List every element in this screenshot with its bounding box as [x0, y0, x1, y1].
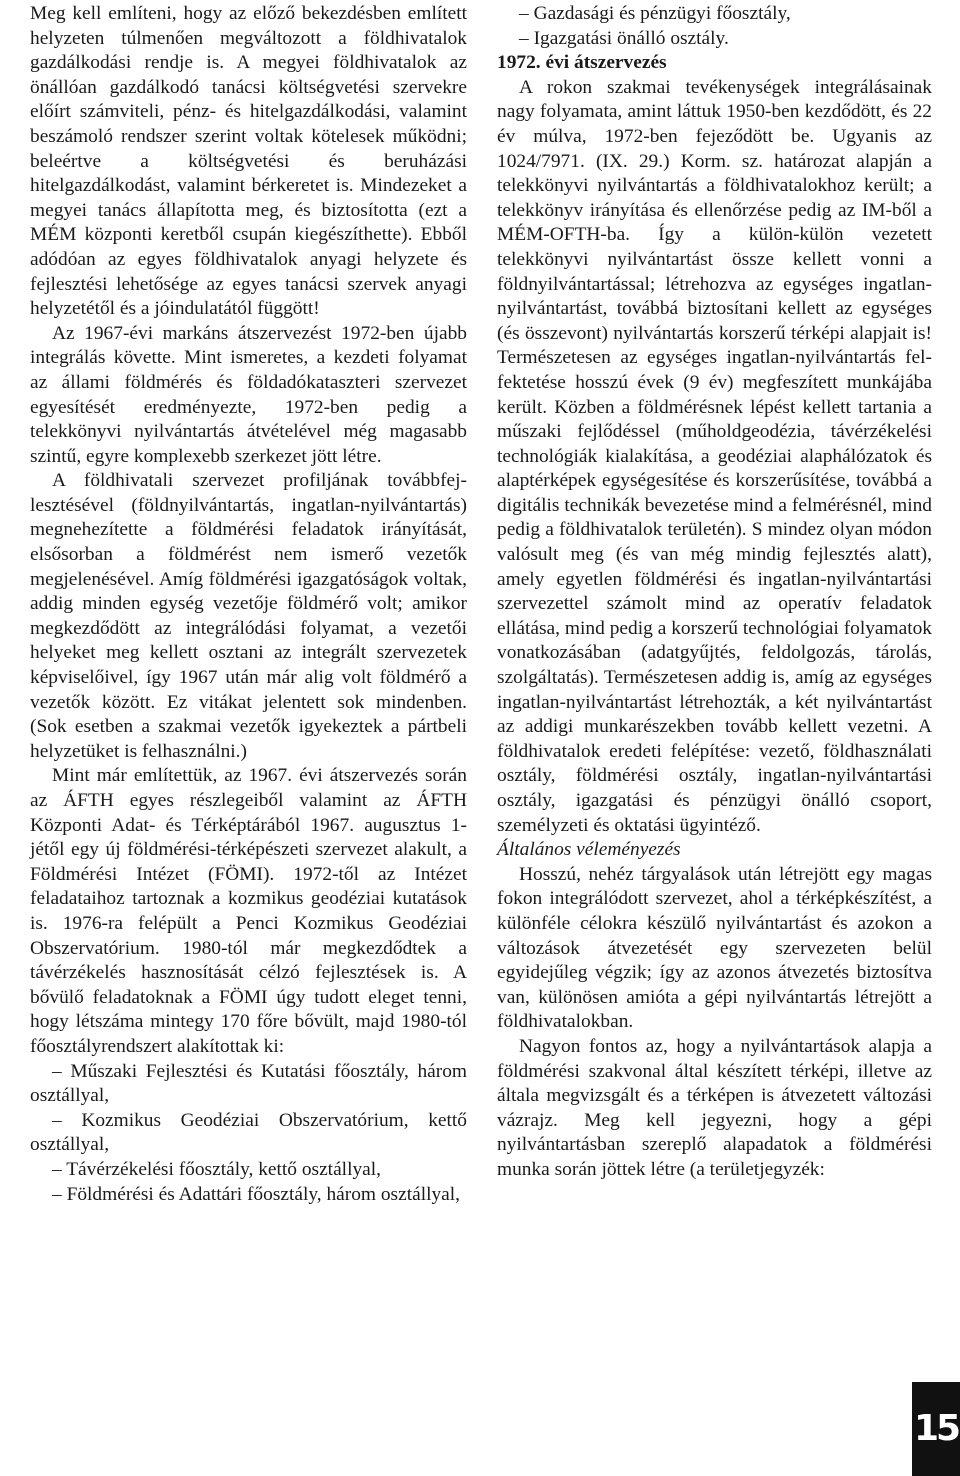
list-item [30, 1109, 467, 1158]
subheading: Általános véleményezés [497, 839, 681, 861]
section-heading-year: 1972. [497, 52, 541, 74]
list-item-text: Igazgatási önálló osztály. [533, 27, 729, 49]
list-item-text: Távérzékelési főosztály, kettő osztállyal, [66, 1158, 381, 1180]
list-item-text: Kozmikus Geodéziai Obszervatórium, kettő osztállyal, [30, 1109, 467, 1156]
list-dash: – [52, 1060, 62, 1082]
list-item [30, 1060, 467, 1109]
list-dash: – [52, 1109, 62, 1131]
section-heading [497, 51, 932, 76]
paragraph: Az 1967-évi markáns átszervezést 1972-ben újabb integrálás követte. Mint ismeretes, a kezdeti folyamat az állami földmérés és földadókataszteri szervezet egyesítését eredményezte, 1972-ben pedig a telekkönyvi nyilvántartás átvételével még magasabb szintű, egyre komplexebb szerkezet jött létre. [30, 322, 467, 467]
list-item [30, 1183, 467, 1208]
paragraph: A földhivatali szervezet profiljának továbbfejlesztésével (földnyilvántartás, ingatlan-nyilvántartás) megnehezítette a földmérési feladatok irányítását, elsősorban a földmérést nem ismerő vezetők megjelenésével. Amíg földmérési igazgatóságok voltak, addig minden egység vezetője földmérő volt; amikor megkezdődött az integrálódási folyamat, a vezetői helyeket meg kellett osztani az integrált szervezetek képviselőivel, így 1967 után már alig volt földmérő a vezetők között. Ez vitákat jelentett sok mindenben. (Sok esetben a szakmai vezetők igyekeztek a pártbeli helyzetüket is felhasználni.) [30, 470, 467, 762]
list-dash: – [52, 1158, 62, 1180]
list-item-text: Földmérési és Adattári főosztály, három osztállyal, [66, 1183, 461, 1205]
left-column [30, 2, 467, 1207]
list-dash: – [52, 1183, 62, 1205]
page-number-badge: 15 [912, 1382, 960, 1476]
list-item-text: Műszaki Fejlesztési és Kutatási főosztály, három osztállyal, [30, 1060, 467, 1107]
list-item [497, 2, 932, 27]
paragraph: Hosszú, nehéz tárgyalások után létrejött egy magas fokon integrálódott szervezet, ahol a térképkészítést, a különféle célokra készülő nyilvántartást és azokon a változások átvezetését egy szervezeten belül egyidejűleg végzik; így az azonos átvezetés biztosítva van, különösen amióta a gépi nyilvántartás létrejött a földhivatalokban. [497, 863, 932, 1033]
section-heading-text: évi átszervezés [540, 52, 667, 74]
list-item-text: Gazdasági és pénzügyi főosztály, [533, 3, 791, 24]
list-dash: – [519, 3, 529, 24]
paragraph: Mint már említettük, az 1967. évi átszervezés során az ÁFTH egyes részlegeiből valamint az ÁFTH Központi Adat- és Térképtárából 1967. augusztus 1-jétől egy új földmérési-térképészeti szervezet alakult, a Földmérési Intézet (FÖMI). 1972-től az Intézet feladataihoz tartoznak a kozmikus geodéziai kutatások is. 1976-ra felépült a Penci Kozmikus Geodéziai Obszervatórium. 1980-tól már megkezdődtek a távérzékelés hasznosítását célzó fejlesztések is. A bővülő feladatoknak a FÖMI úgy tudott eleget tenni, hogy létszáma mintegy 170 főre bővült, majd 1980-tól főosztályrendszert alakítottak ki: [30, 765, 467, 1057]
list-item [497, 27, 932, 52]
paragraph: A rokon szakmai tevékenységek integrálásainak nagy folyamata, amint láttuk 1950-ben kezdődött, és 22 év múlva, 1972-ben fejeződött be. Ugyanis az 1024/7971. (IX. 29.) Korm. sz. határozat alapján a telekkönyvi nyilvántartás a földhivatalokhoz került; a telekkönyv irányítása és ellenőrzése pedig az IM-ből a MÉM-OFTH-ba. Így a külön-külön vezetett telekkönyvi nyilvántartást össze kellett vonni a földnyilvántartással; létrehozva az egységes ingatlan-nyilvántartást, továbbá biztosítani kellett az egységes (és összevont) nyilvántartás korszerű térképi alapjait is! Természetesen az egységes ingatlan-nyilvántartás felfektetése hosszú évek (9 év) megfeszített munkájába került. Közben a földmérésnek lépést kellett tartania a műszaki fejlődéssel (műholdgeodézia, távérzékelési technológiák kialakítása, a geodéziai alaphálózatok és alaptérképek egységesítése és korszerűsítése, továbbá a digitális technikák bevezetése mind a felmérésnél, mind pedig a földhivatalok területén). S mindez olyan módon valósult meg (és van még mindig fejlesztés alatt), amely egyetlen földmérési és ingatlan-nyilvántartási szervezettel számolt mind az operatív feladatok ellátása, mind pedig a korszerű technológiai folyamatok vonatkozásában (adatgyűjtés, feldolgozás, tárolás, szolgáltatás). Természetesen addig is, amíg az egységes ingatlan-nyilvántartást létrehozták, a két nyilvántartást az addigi munkarészekben tovább kellett vezetni. A földhivatalok eredeti felépítése: vezető, földhasználati osztály, földmérési osztály, ingatlan-nyilvántartási osztály, igazgatási és pénzügyi önálló csoport, személyzeti és oktatási ügyintéző. [497, 76, 932, 836]
list-item [30, 1158, 467, 1183]
paragraph: Meg kell említeni, hogy az előző bekezdésben említett helyzeten túlmenően megváltozott a földhivatalok gazdálkodási rendje is. A megyei földhivatalok az önállóan gazdálkodó tanácsi költségvetési szervekre előírt számviteli, pénz- és hitelgazdálkodási, valamint beszámoló rendszer szerint voltak kötelesek működni; beleértve a költségvetési és beruházási hitelgazdálkodást, valamint bérkeretet is. Mindezeket a megyei tanács állapította meg, és biztosította (ezt a MÉM központi keretből csupán kiegészíthette). Ebből adódóan az egyes földhivatalok anyagi helyzete és fejlesztési lehetősége az egyes tanácsi szervek anyagi helyzetétől és a jóindulatától függött! [30, 3, 467, 320]
right-column [497, 2, 932, 1183]
list-dash: – [519, 27, 529, 49]
paragraph: Nagyon fontos az, hogy a nyilvántartások alapja a földmérési szakvonal által készített térképi, illetve az általa megvizsgált és a térképen is átvezetett változási vázrajz. Meg kell jegyezni, hogy a gépi nyilvántartásban szereplő alapadatok a földmérési munka során jöttek létre (a területjegyzék: [497, 1035, 932, 1180]
